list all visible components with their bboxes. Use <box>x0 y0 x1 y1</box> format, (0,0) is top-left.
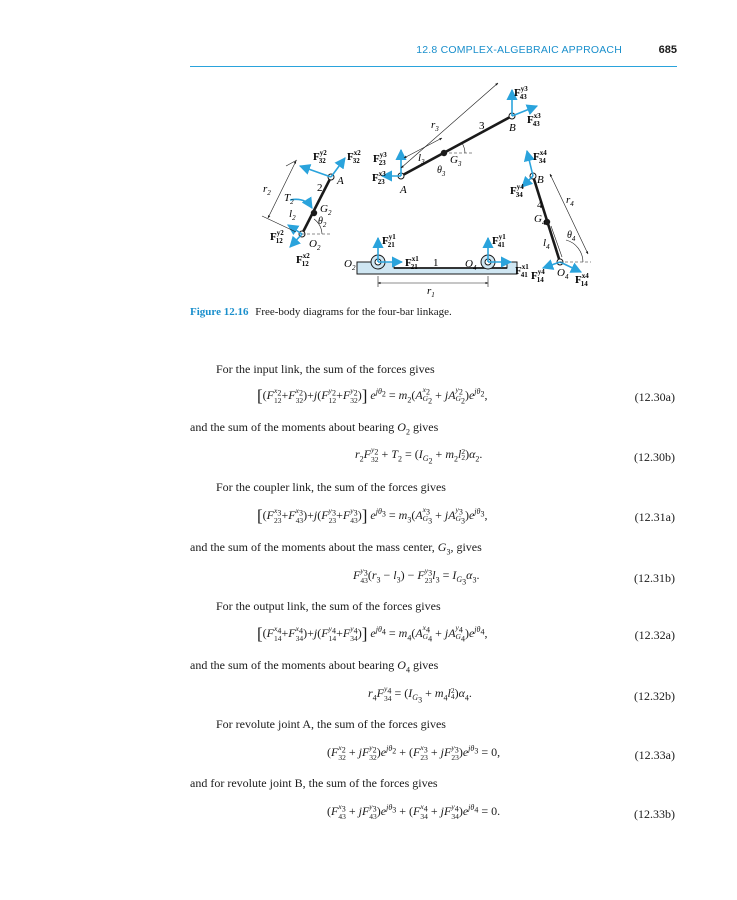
equation-12-33a: (F $x_2$ 32 + jF $y_2$ 32 )$e^{j\theta_2} + (F$ $x_3$ 23 + jF $y_3$ 23 )$e^{j\theta_3} = 0$, <box>327 743 501 762</box>
label-theta2: $\theta_2$ <box>318 216 327 229</box>
label-O4-link4: $O_4$ <box>557 267 569 281</box>
label-O4-ground: $O_4$ <box>465 258 477 272</box>
equation-number-12-32a: (12.32a) <box>634 628 675 642</box>
label-F41x: $F^{x1}$ 41 <box>515 263 529 279</box>
figure-caption-text: Free-body diagrams for the four-bar linkage. <box>255 306 452 318</box>
label-T2: $T_2$ <box>284 192 294 206</box>
equation-number-12-30a: (12.30a) <box>634 390 675 404</box>
mass-center-G2 <box>311 210 317 216</box>
label-theta3: $\theta_3$ <box>437 165 446 178</box>
paragraph-moment-O2: and the sum of the moments about bearing $O_2$ gives <box>190 420 439 437</box>
equation-number-12-32b: (12.32b) <box>634 689 675 703</box>
label-link-3-number: 3 <box>479 120 485 132</box>
label-G3: $G_3$ <box>450 154 462 168</box>
label-G4: $G_4$ <box>534 213 546 227</box>
label-r2: $r_2$ <box>263 183 271 197</box>
paragraph-input-link: For the input link, the sum of the forces gives <box>216 362 435 376</box>
equation-12-31b: F $y_3$ 43 $(r_3 - l_3) - F$ $y_3$ 23 $l_3 = I_{G_3}\alpha_3$. <box>353 566 480 587</box>
paragraph-joint-A: For revolute joint A, the sum of the forces gives <box>216 717 446 731</box>
equation-12-30a: [(F $x_2$ 12 +F $x_2$ 32 )+j(F $y_2$ 12 +F $y_2$ 32 )] $e^{j\theta_2} = m_2(A$ $x_2$ $G_2$ + jA $y_2$ $G_2$ )$e^{j\theta_2}$, <box>257 384 488 406</box>
label-l4: $l_4$ <box>543 237 550 251</box>
link-3-bar <box>401 116 512 176</box>
link-2 <box>262 149 361 268</box>
label-joint-A-link2: A <box>337 175 344 187</box>
label-F41y: $F^{y1}$ 41 <box>492 233 506 249</box>
label-r1: $r_1$ <box>427 285 435 299</box>
label-O2-link2: $O_2$ <box>309 238 321 252</box>
label-F32x: $F^{x2}$ 32 <box>347 149 361 165</box>
label-F43x: $F^{x3}$ 43 <box>527 112 541 128</box>
label-l2: $l_2$ <box>289 208 296 222</box>
label-r3: $r_3$ <box>431 119 439 133</box>
label-F12-lower: $F^{x2}$ 12 <box>296 252 310 268</box>
label-F14x: $F^{x4}$ 14 <box>575 272 589 288</box>
paragraph-output-link: For the output link, the sum of the forces gives <box>216 599 441 613</box>
dimension-r4 <box>550 174 588 254</box>
label-F34x: $F^{x4}$ 34 <box>533 149 547 165</box>
label-O2-ground: $O_2$ <box>344 258 356 272</box>
equation-12-32b: $r_4F$ $y_4$ 34 = ($I_{G_3} + m_4l$ 2 4 )$\alpha_4$. <box>368 684 472 705</box>
label-r4: $r_4$ <box>566 194 574 208</box>
dimension-l3 <box>404 138 442 158</box>
label-link-2-number: 2 <box>317 182 323 194</box>
paragraph-moment-G3: and the sum of the moments about the mass center, $G_3$, gives <box>190 540 482 557</box>
label-F21y: $F^{y1}$ 21 <box>382 233 396 249</box>
equation-12-33b: (F $x_3$ 43 + jF $y_3$ 43 )$e^{j\theta_3} + (F$ $x_4$ 34 + jF $y_4$ 34 )$e^{j\theta_4} = 0$. <box>327 802 501 821</box>
equation-12-31a: [(F $x_3$ 23 +F $x_3$ 43 )+j(F $y_3$ 23 +F $y_3$ 43 )] $e^{j\theta_3} = m_3(A$ $x_3$ $G_3$ + jA $y_3$ $G_3$ )$e^{j\theta_3}$, <box>257 504 488 526</box>
equation-number-12-31a: (12.31a) <box>634 510 675 524</box>
label-F34y: $F^{y4}$ 34 <box>510 183 524 199</box>
label-theta4: $\theta_4$ <box>567 230 576 243</box>
angle-arc-theta4 <box>566 240 583 262</box>
label-link-1-number: 1 <box>433 257 439 269</box>
equation-number-12-31b: (12.31b) <box>634 571 675 585</box>
equation-number-12-30b: (12.30b) <box>634 450 675 464</box>
paragraph-joint-B: and for revolute joint B, the sum of the forces gives <box>190 776 438 790</box>
force-arrow-F12y <box>290 234 302 247</box>
label-link-4-number: 4 <box>537 199 543 211</box>
page-number: 685 <box>658 44 677 56</box>
label-F23y: $F^{y3}$ 23 <box>373 151 387 167</box>
angle-arc-theta3 <box>462 143 465 153</box>
equation-number-12-33a: (12.33a) <box>634 748 675 762</box>
equation-12-30b: $r_2F$ $y_2$ 32 + $T_2 = (I_{G_2} + m_2l$ 2 2 )$\alpha_2$. <box>355 445 483 466</box>
section-title: 12.8 COMPLEX-ALGEBRAIC APPROACH <box>416 44 622 56</box>
paragraph-coupler-link: For the coupler link, the sum of the forces gives <box>216 480 446 494</box>
force-arrow-F32x <box>300 166 331 177</box>
label-G2: $G_2$ <box>320 203 332 217</box>
label-F23x: $F^{x3}$ 23 <box>372 170 386 186</box>
equation-number-12-33b: (12.33b) <box>634 807 675 821</box>
figure-caption <box>190 306 452 318</box>
paragraph-moment-O4: and the sum of the moments about bearing $O_4$ gives <box>190 658 439 675</box>
label-joint-B-link3: B <box>509 122 516 134</box>
label-F14y: $F^{y4}$ 14 <box>531 268 545 284</box>
equation-12-32a: [(F $x_4$ 14 +F $x_4$ 34 )+j(F $y_4$ 14 +F $y_4$ 34 )] $e^{j\theta_4} = m_4(A$ $x_4$ $G_4$ + jA $y_4$ $G_4$ )$e^{j\theta_4}$, <box>257 622 488 644</box>
label-joint-B-link4: B <box>537 174 544 186</box>
link-3 <box>372 83 541 196</box>
label-F21x: $F^{x1}$ 21 <box>405 255 419 271</box>
figure-caption-label: Figure 12.16 <box>190 306 249 318</box>
label-F43y: $F^{y3}$ 43 <box>514 85 528 101</box>
label-F12-upper: $F^{y2}$ 12 <box>270 229 284 245</box>
label-joint-A-link3: A <box>400 184 407 196</box>
label-l3: $l_3$ <box>418 152 425 166</box>
link-1-ground <box>344 233 529 299</box>
label-F32y: $F^{y2}$ 32 <box>313 149 327 165</box>
